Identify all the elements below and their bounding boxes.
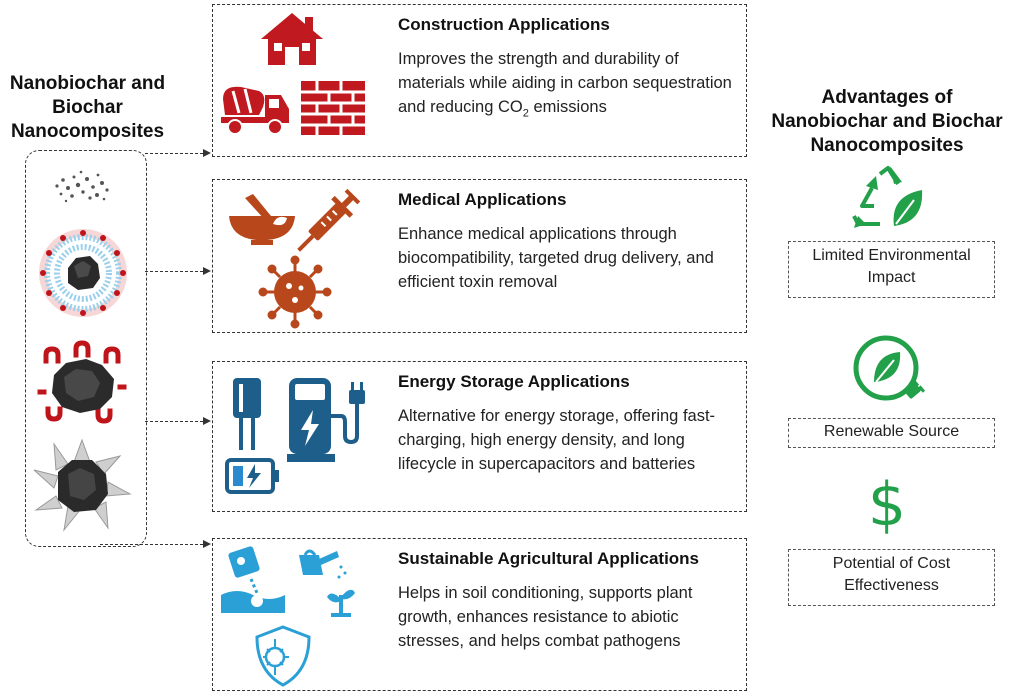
advantages-title bbox=[752, 86, 1022, 158]
left-title bbox=[0, 72, 175, 144]
liposome-nanocomposite-icon bbox=[38, 228, 128, 318]
medical-title: Medical Applications bbox=[398, 190, 567, 209]
arrow-construction bbox=[203, 149, 211, 157]
capacitor-icon bbox=[231, 376, 263, 452]
watering-plant-icon bbox=[297, 545, 361, 617]
syringe-icon bbox=[287, 194, 357, 260]
construction-desc-text: Improves the strength and durability of materials while aiding in carbon sequestration and reducing CO bbox=[398, 50, 732, 116]
connector-medical bbox=[145, 271, 203, 272]
construction-title: Construction Applications bbox=[398, 15, 610, 34]
agriculture-title: Sustainable Agricultural Applications bbox=[398, 549, 700, 568]
construction-box bbox=[212, 4, 747, 157]
advantages-title-line-1: Advantages of bbox=[821, 87, 953, 108]
arrow-energy bbox=[203, 417, 211, 425]
connector-agriculture bbox=[100, 544, 203, 545]
concrete-truck-icon bbox=[219, 79, 291, 135]
connector-construction bbox=[145, 153, 203, 154]
construction-desc bbox=[398, 47, 738, 125]
advantages-title-line-3: Nanocomposites bbox=[810, 135, 964, 156]
recycle-leaf-icon bbox=[852, 166, 924, 232]
eco-plug-icon bbox=[852, 332, 924, 406]
advantage-cost-effectiveness: Potential of Cost Effectiveness bbox=[788, 549, 995, 606]
spiky-nanocomposite-icon bbox=[34, 440, 130, 530]
energy-title: Energy Storage Applications bbox=[398, 372, 630, 391]
left-title-line-2: Biochar bbox=[52, 97, 123, 118]
left-title-line-1: Nanobiochar and bbox=[9, 73, 166, 94]
advantages-title-line-2: Nanobiochar and Biochar bbox=[771, 111, 1003, 132]
energy-box bbox=[212, 361, 747, 512]
house-icon bbox=[259, 11, 325, 67]
energy-desc: Alternative for energy storage, offering fast-charging, high energy density, and long lifecycle in supercapacitors and batteries bbox=[398, 407, 716, 473]
charging-station-icon bbox=[287, 376, 367, 466]
left-title-line-3: Nanocomposites bbox=[10, 121, 165, 142]
construction-desc-subscript: 2 bbox=[522, 107, 529, 120]
agriculture-box bbox=[212, 538, 747, 691]
battery-charging-icon bbox=[225, 458, 281, 494]
agriculture-desc: Helps in soil conditioning, supports plant growth, enhances resistance to abiotic stresses, and helps combat pathogens bbox=[398, 584, 693, 650]
connector-energy bbox=[145, 421, 203, 422]
nanoparticles-icon bbox=[52, 168, 112, 208]
medical-desc: Enhance medical applications through biocompatibility, targeted drug delivery, and efficient toxin removal bbox=[398, 225, 714, 291]
arrow-agriculture bbox=[203, 540, 211, 548]
medical-box bbox=[212, 179, 747, 333]
brick-wall-icon bbox=[301, 81, 365, 135]
advantage-renewable-source: Renewable Source bbox=[788, 418, 995, 448]
advantage-environmental-impact: Limited Environmental Impact bbox=[788, 241, 995, 298]
magnetic-nanocomposite-icon bbox=[36, 345, 130, 425]
shield-virus-icon bbox=[253, 625, 313, 687]
virus-icon bbox=[261, 258, 329, 326]
construction-desc-end: emissions bbox=[528, 98, 607, 116]
soil-amendment-icon bbox=[221, 545, 285, 613]
arrow-medical bbox=[203, 267, 211, 275]
dollar-icon: $ bbox=[867, 470, 907, 540]
